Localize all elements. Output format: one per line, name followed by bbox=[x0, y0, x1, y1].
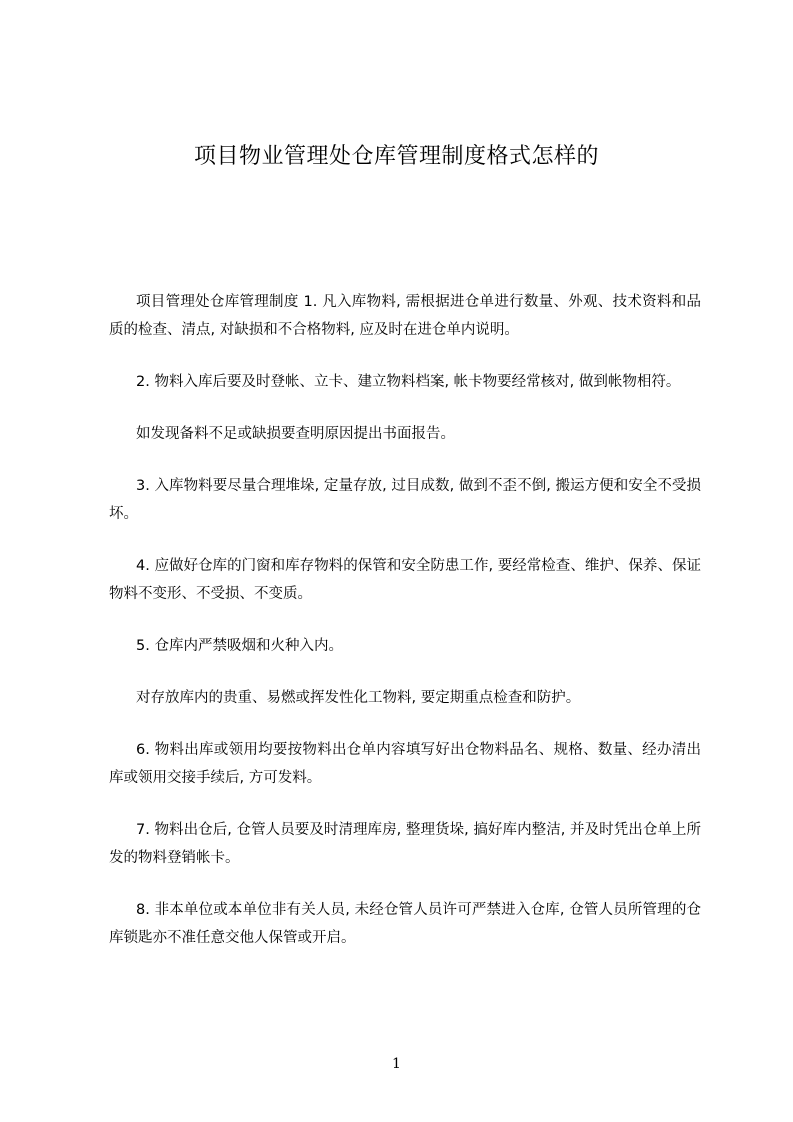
paragraph-6: 5. 仓库内严禁吸烟和火种入内。 bbox=[136, 638, 343, 654]
page-number: 1 bbox=[392, 1056, 401, 1072]
document-title: 项目物业管理处仓库管理制度格式怎样的 bbox=[193, 144, 599, 169]
paragraph-3: 如发现备料不足或缺损要查明原因提出书面报告。 bbox=[136, 426, 455, 442]
paragraph-8: 6. 物料出库或领用均要按物料出仓单内容填写好出仓物料品名、规格、数量、经办清出库或领用交接手续后, 方可发料。 bbox=[109, 742, 701, 786]
document-body bbox=[109, 288, 701, 976]
paragraph-2: 2. 物料入库后要及时登帐、立卡、建立物料档案, 帐卡物要经常核对, 做到帐物相符。 bbox=[136, 374, 681, 390]
paragraph-4: 3. 入库物料要尽量合理堆垛, 定量存放, 过目成数, 做到不歪不倒, 搬运方便和安全不受损坏。 bbox=[109, 478, 701, 522]
paragraph-9: 7. 物料出仓后, 仓管人员要及时清理库房, 整理货垛, 搞好库内整洁, 并及时凭出仓单上所发的物料登销帐卡。 bbox=[109, 822, 701, 866]
paragraph-7: 对存放库内的贵重、易燃或挥发性化工物料, 要定期重点检查和防护。 bbox=[136, 690, 581, 706]
paragraph-1: 项目管理处仓库管理制度 1. 凡入库物料, 需根据进仓单进行数量、外观、技术资料和品质的检查、清点, 对缺损和不合格物料, 应及时在进仓单内说明。 bbox=[109, 294, 701, 338]
paragraph-5: 4. 应做好仓库的门窗和库存物料的保管和安全防患工作, 要经常检查、维护、保养、保证物料不变形、不受损、不变质。 bbox=[109, 558, 701, 602]
paragraph-10: 8. 非本单位或本单位非有关人员, 未经仓管人员许可严禁进入仓库, 仓管人员所管理的仓库锁匙亦不准任意交他人保管或开启。 bbox=[109, 902, 701, 946]
